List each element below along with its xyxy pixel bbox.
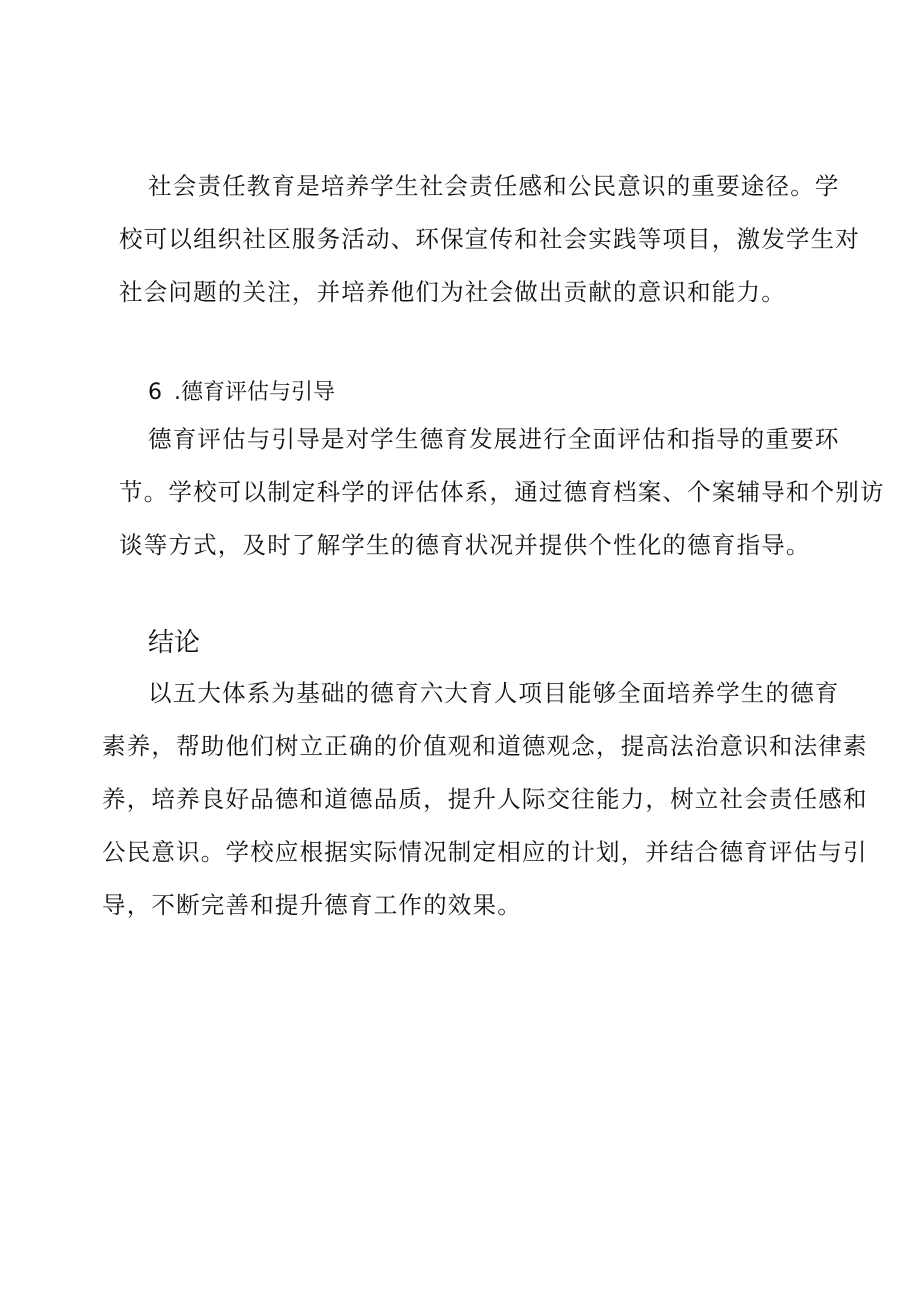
paragraph-line: 社会问题的关注，并培养他们为社会做出贡献的意识和能力。 xyxy=(119,278,786,306)
section-6-heading xyxy=(148,378,335,408)
conclusion-paragraph xyxy=(102,667,868,932)
paragraph-line: 校可以组织社区服务活动、环保宣传和社会实践等项目，激发学生对 xyxy=(119,225,860,253)
conclusion-heading: 结论 xyxy=(148,628,201,658)
paragraph-line: 养，培养良好品德和道德品质，提升人际交往能力，树立社会责任感和 xyxy=(102,785,868,813)
paragraph-line: 素养，帮助他们树立正确的价值观和道德观念，提高法治意识和法律素 xyxy=(102,732,868,760)
paragraph-line: 公民意识。学校应根据实际情况制定相应的计划，并结合德育评估与引 xyxy=(102,838,868,866)
paragraph-line: 节。学校可以制定科学的评估体系，通过德育档案、个案辅导和个别访 xyxy=(119,478,885,506)
paragraph-line: 社会责任教育是培养学生社会责任感和公民意识的重要途径。学 xyxy=(148,172,840,200)
paragraph-line: 谈等方式，及时了解学生的德育状况并提供个性化的德育指导。 xyxy=(119,531,811,559)
paragraph-line: 德育评估与引导是对学生德育发展进行全面评估和指导的重要环 xyxy=(148,425,840,453)
social-responsibility-paragraph xyxy=(119,160,860,319)
moral-evaluation-paragraph xyxy=(119,413,885,572)
paragraph-line: 导，不断完善和提升德育工作的效果。 xyxy=(102,891,522,919)
section-number: 6 xyxy=(148,380,162,405)
paragraph-line: 以五大体系为基础的德育六大育人项目能够全面培养学生的德育 xyxy=(148,679,840,707)
section-title: .德育评估与引导 xyxy=(174,380,335,405)
